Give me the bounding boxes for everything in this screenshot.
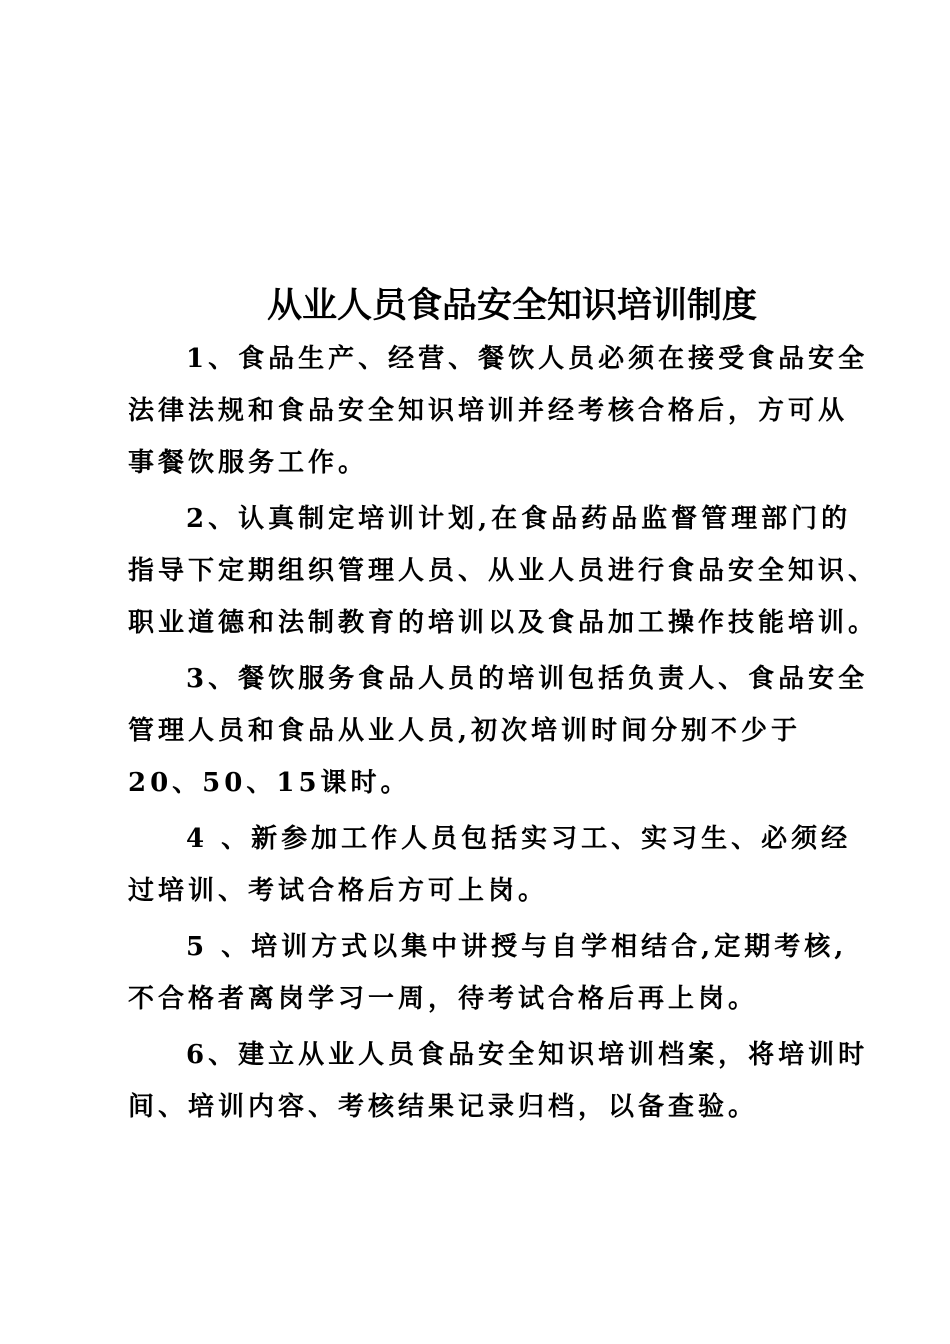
paragraph-1 xyxy=(128,333,869,489)
paragraph-line: 间、培训内容、考核结果记录归档，以备查验。 xyxy=(128,1092,759,1122)
paragraph-line: 职业道德和法制教育的培训以及食品加工操作技能培训。 xyxy=(128,608,879,638)
paragraph-3 xyxy=(128,653,869,809)
paragraph-line: 管理人员和食品从业人员,初次培训时间分别不少于 xyxy=(128,716,802,746)
paragraph-4 xyxy=(128,813,850,917)
paragraph-line: 过培训、考试合格后方可上岗。 xyxy=(128,876,549,906)
paragraph-line: 不合格者离岗学习一周，待考试合格后再上岗。 xyxy=(128,984,759,1014)
paragraph-line: 1、食品生产、经营、餐饮人员必须在接受食品安全 xyxy=(186,344,869,374)
paragraph-line: 2、认真制定培训计划,在食品药品监督管理部门的 xyxy=(186,504,852,534)
paragraph-line: 法律法规和食品安全知识培训并经考核合格后，方可从 xyxy=(128,396,849,426)
paragraph-2 xyxy=(128,493,879,649)
paragraph-5 xyxy=(128,921,850,1025)
paragraph-line: 3、餐饮服务食品人员的培训包括负责人、食品安全 xyxy=(186,664,869,694)
paragraph-6 xyxy=(128,1029,869,1133)
paragraph-line: 事餐饮服务工作。 xyxy=(128,448,369,478)
paragraph-line: 6、建立从业人员食品安全知识培训档案，将培训时 xyxy=(186,1040,869,1070)
paragraph-line: 指导下定期组织管理人员、从业人员进行食品安全知识、 xyxy=(128,556,879,586)
paragraph-line: 4 、新参加工作人员包括实习工、实习生、必须经 xyxy=(186,824,852,854)
document-title: 从业人员食品安全知识培训制度 xyxy=(266,285,757,326)
paragraph-line: 5 、培训方式以集中讲授与自学相结合,定期考核, xyxy=(186,932,848,962)
paragraph-line: 20、50、15课时。 xyxy=(128,768,411,798)
document-body xyxy=(128,333,879,1137)
